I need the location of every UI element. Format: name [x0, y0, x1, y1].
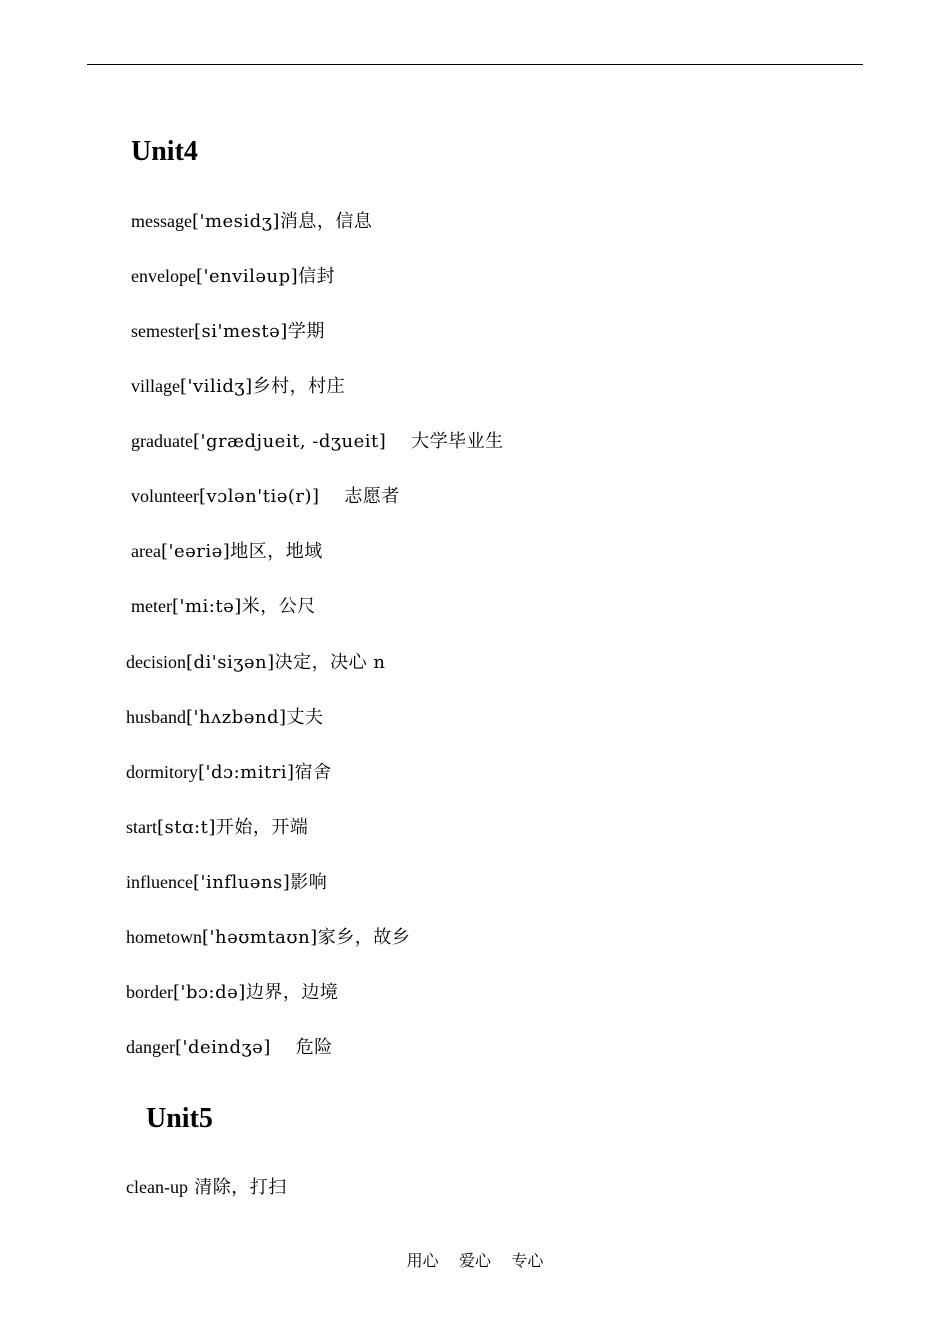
header-rule [87, 64, 863, 65]
vocab-word: village [131, 376, 180, 396]
vocab-definition: ['həʊmtaʊn]家乡，故乡 [202, 927, 411, 948]
unit4-heading: Unit4 [131, 136, 198, 167]
vocab-definition: ['mi:tə]米，公尺 [171, 596, 316, 617]
page-footer: 用心 爱心 专心 [406, 1251, 544, 1270]
vocab-entry [131, 322, 325, 341]
vocab-entry [131, 597, 316, 616]
vocab-definition: ['enviləup]信封 [195, 266, 336, 287]
vocab-word: hometown [126, 927, 202, 947]
vocab-entry [131, 432, 504, 451]
vocab-entry [126, 1178, 287, 1197]
vocab-entry [126, 818, 308, 837]
vocab-word: graduate [131, 431, 193, 451]
vocab-definition: ['grædjueit, -dʒueit] 大学毕业生 [192, 431, 504, 452]
vocab-definition: [stɑ:t]开始，开端 [157, 817, 309, 838]
vocab-definition: ['influəns]影响 [192, 872, 328, 893]
vocab-definition: [vɔlən'tiə(r)] 志愿者 [198, 486, 400, 507]
vocab-word: border [126, 982, 173, 1002]
vocab-definition: [di'siʒən]决定，决心 n [186, 652, 386, 673]
vocab-word: semester [131, 321, 194, 341]
vocab-entry [131, 542, 323, 561]
vocab-definition: ['bɔ:də]边界，边境 [172, 982, 339, 1003]
vocab-word: meter [131, 596, 172, 616]
vocab-definition: 清除，打扫 [187, 1177, 287, 1198]
vocab-word: clean-up [126, 1177, 188, 1197]
vocab-entry [126, 1038, 333, 1057]
vocab-word: husband [126, 707, 186, 727]
vocab-entry [126, 928, 410, 947]
vocab-word: danger [126, 1037, 175, 1057]
vocab-entry [126, 653, 386, 672]
vocab-word: message [131, 211, 192, 231]
vocab-definition: ['eəriə]地区，地域 [160, 541, 323, 562]
vocab-word: start [126, 817, 157, 837]
vocab-definition: ['dɔ:mitri]宿舍 [198, 762, 332, 783]
vocab-definition: ['hʌzbənd]丈夫 [186, 707, 324, 728]
vocab-entry [131, 487, 400, 506]
vocab-entry [126, 873, 327, 892]
vocab-entry [131, 377, 345, 396]
vocab-entry [126, 708, 324, 727]
vocab-word: decision [126, 652, 186, 672]
vocab-entry [131, 212, 372, 231]
vocab-word: dormitory [126, 762, 198, 782]
vocab-word: area [131, 541, 161, 561]
vocab-definition: ['vilidʒ]乡村，村庄 [179, 376, 346, 397]
vocab-definition: ['mesidʒ]消息，信息 [191, 211, 373, 232]
vocab-word: volunteer [131, 486, 199, 506]
vocab-word: envelope [131, 266, 196, 286]
vocab-entry [126, 763, 332, 782]
unit5-heading: Unit5 [146, 1103, 213, 1134]
vocab-definition: ['deindʒə] 危险 [174, 1037, 333, 1058]
vocab-word: influence [126, 872, 193, 892]
vocab-entry [126, 983, 338, 1002]
vocab-definition: [si'mestə]学期 [193, 321, 325, 342]
vocab-entry [131, 267, 335, 286]
